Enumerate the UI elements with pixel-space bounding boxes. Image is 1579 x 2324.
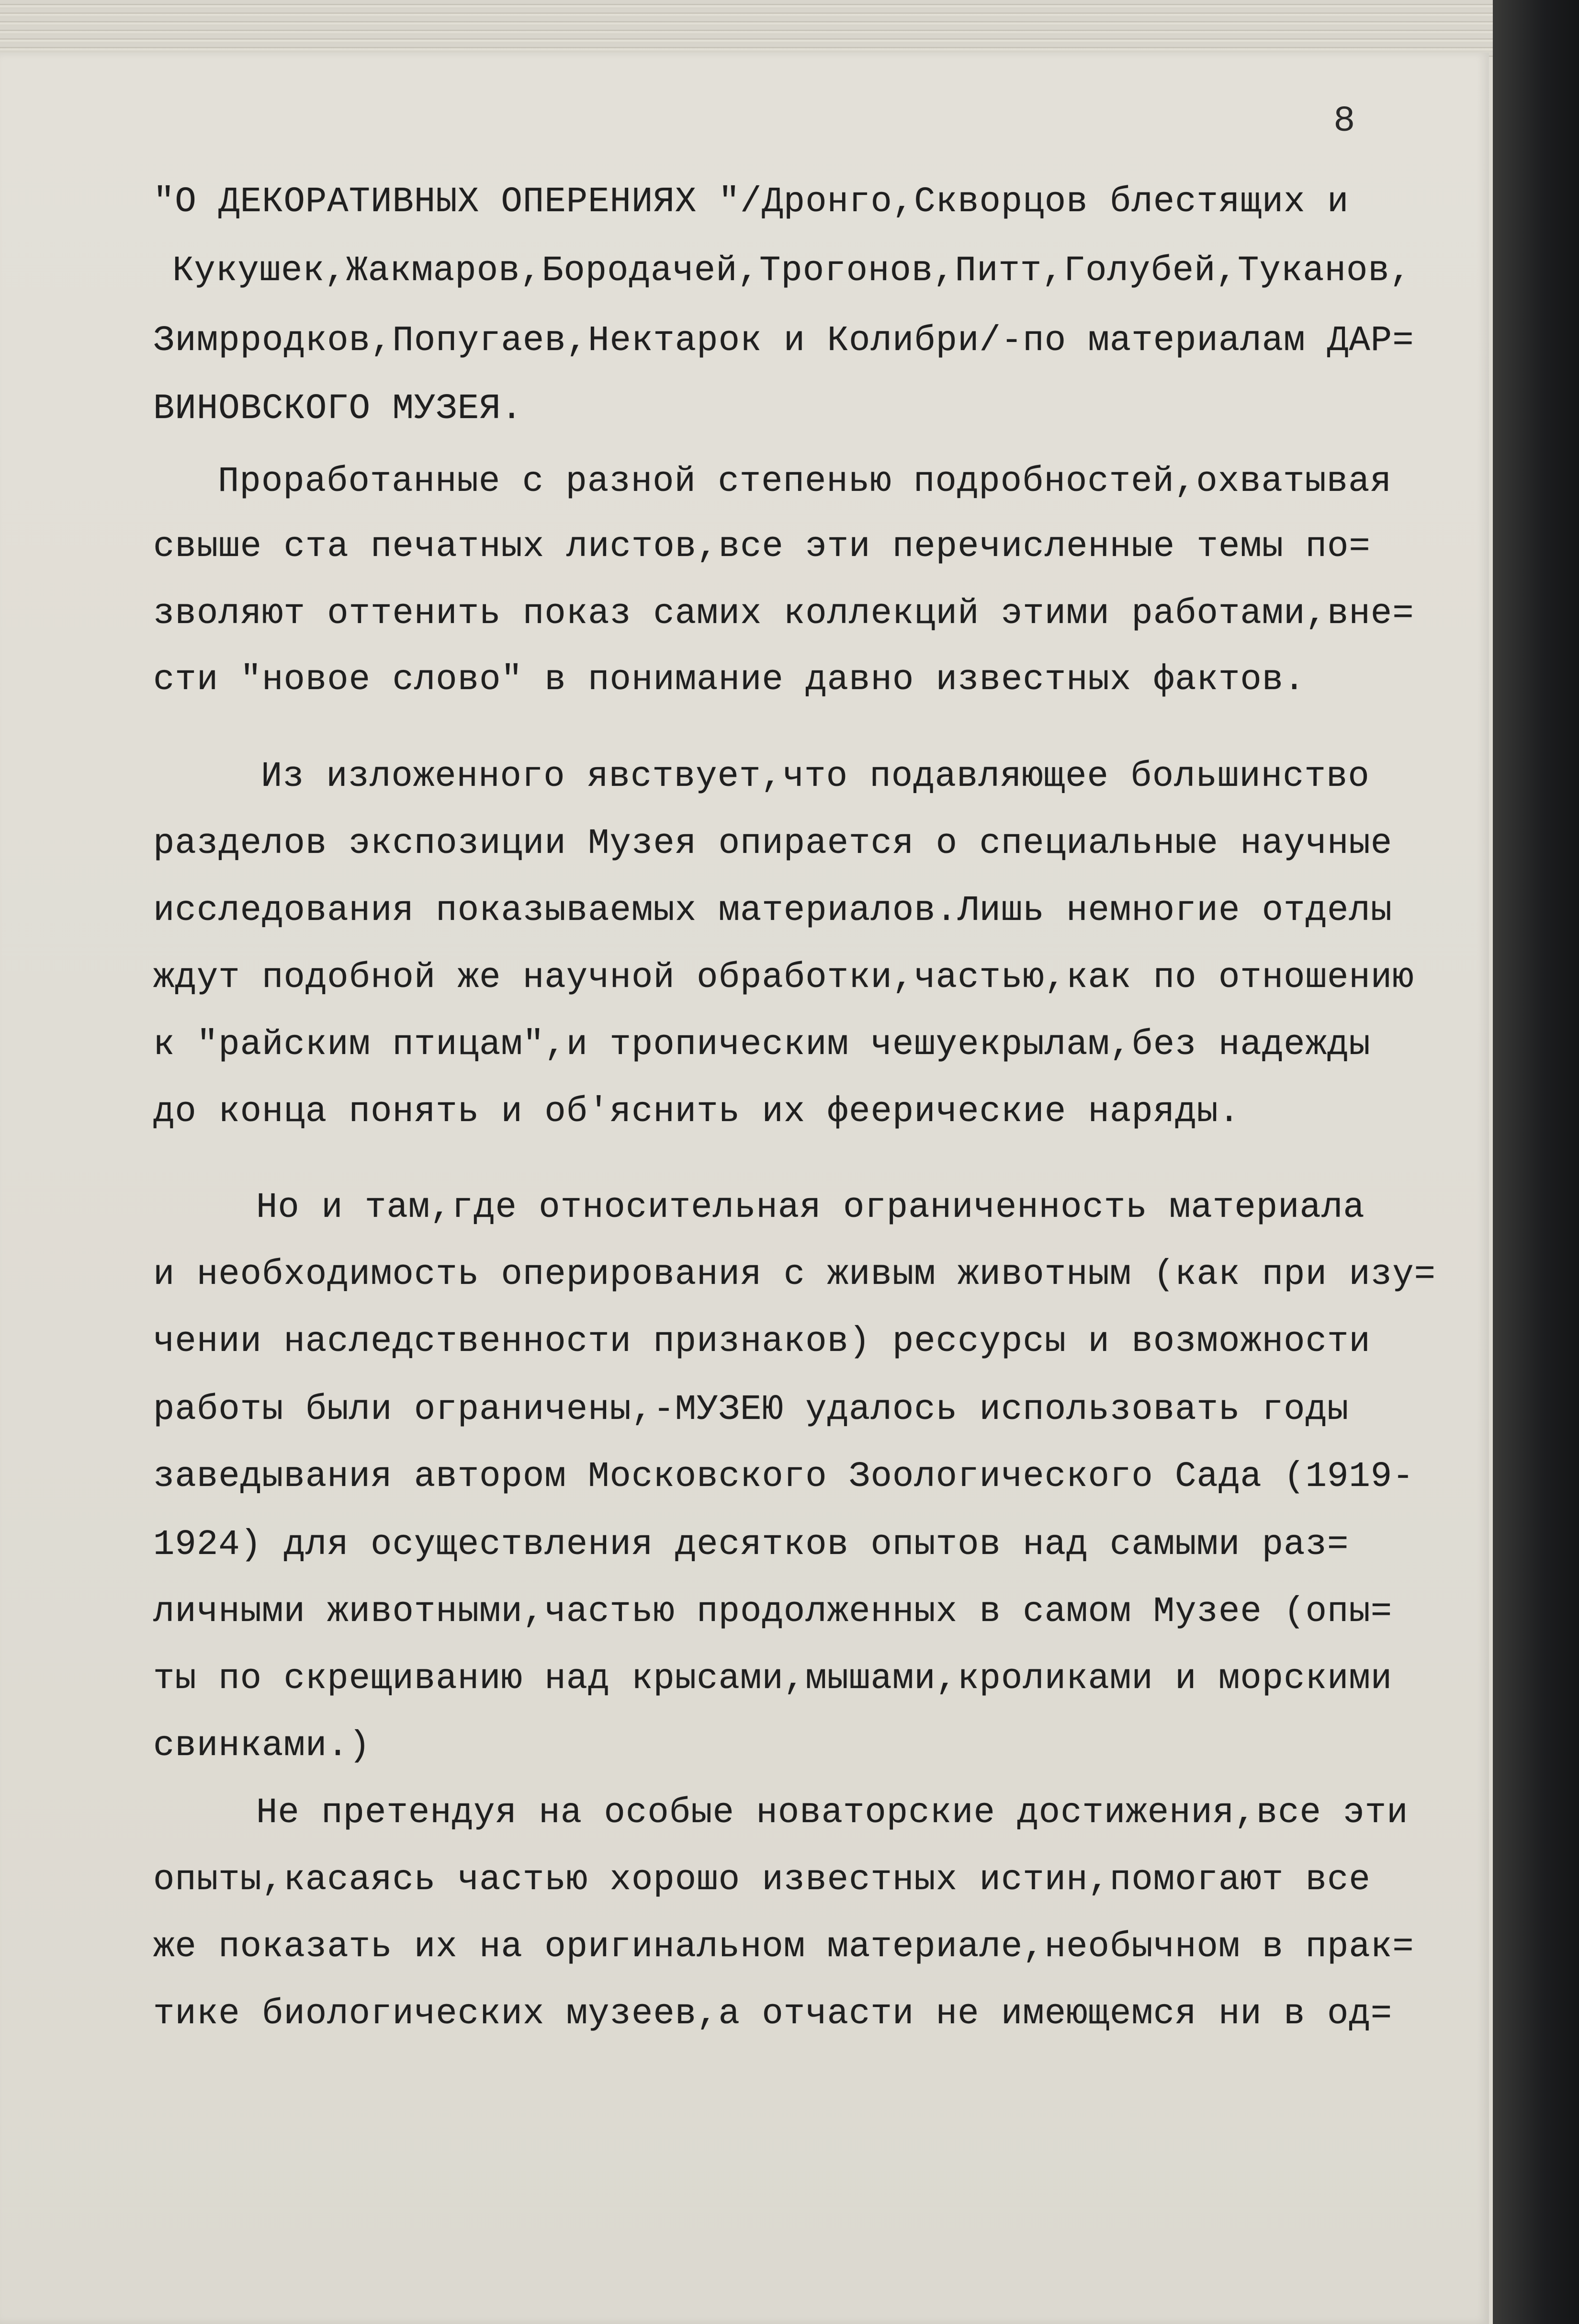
text-line: ты по скрещиванию над крысами,мышами,кроликами и морскими (153, 1659, 1393, 1699)
text-line: 1924) для осуществления десятков опытов над самыми раз= (153, 1525, 1349, 1565)
text-line: исследования показываемых материалов.Лишь немногие отделы (153, 891, 1393, 931)
text-line: Проработанные с разной степенью подробностей,охватывая (218, 462, 1392, 502)
text-line: Но и там,где относительная ограниченность материала (256, 1188, 1365, 1228)
page-number: 8 (1333, 101, 1355, 142)
text-line: зволяют оттенить показ самих коллекций этими работами,внe= (153, 594, 1414, 634)
text-line: ждут подобной же научной обработки,частью,как по отношению (153, 958, 1414, 998)
text-line: Кукушек,Жакмаров,Бородачей,Трогонов,Питт,Голубей,Туканов, (172, 251, 1412, 291)
text-line: до конца понять и об'яснить их феерические наряды. (153, 1092, 1241, 1132)
text-line: личными животными,частью продолженных в самом Музее (опы= (153, 1592, 1393, 1632)
dark-background-edge (1493, 0, 1579, 2324)
text-line: ВИНОВСКОГО МУЗЕЯ. (153, 389, 523, 429)
text-line: "О ДЕКОРАТИВНЫХ ОПЕРЕНИЯХ "/Дронго,Скворцов блестящих и (153, 182, 1349, 222)
text-line: заведывания автором Московского Зоологического Сада (1919- (153, 1457, 1414, 1497)
text-line: сти "новое слово" в понимание давно известных фактов. (153, 660, 1306, 700)
paper-stack-top-edge (0, 0, 1508, 57)
text-line: тике биологических музеев,а отчасти не имеющемся ни в од= (153, 1994, 1393, 2034)
text-line: свыше ста печатных листов,все эти перечисленные темы по= (153, 527, 1371, 567)
text-line: чении наследственности признаков) рессурсы и возможности (153, 1322, 1371, 1362)
text-line: и необходимость оперирования с живым животным (как при изу= (153, 1255, 1436, 1295)
text-line: Не претендуя на особые новаторские достижения,все эти (256, 1793, 1409, 1833)
text-line: работы были ограничены,-МУЗЕЮ удалось использовать годы (153, 1390, 1349, 1430)
text-line: же показать их на оригинальном материале,необычном в прак= (153, 1927, 1414, 1967)
text-line: к "райским птицам",и тропическим чешуекрылам,без надежды (153, 1025, 1371, 1065)
text-line: свинками.) (153, 1726, 371, 1766)
text-line: Из изложенного явствует,что подавляющее большинство (261, 757, 1370, 797)
text-line: разделов экспозиции Музея опирается о специальные научные (153, 824, 1393, 864)
text-line: Зимрродков,Попугаев,Нектарок и Колибри/-по материалам ДАР= (153, 321, 1414, 361)
text-line: опыты,касаясь частью хорошо известных истин,помогают все (153, 1860, 1371, 1900)
